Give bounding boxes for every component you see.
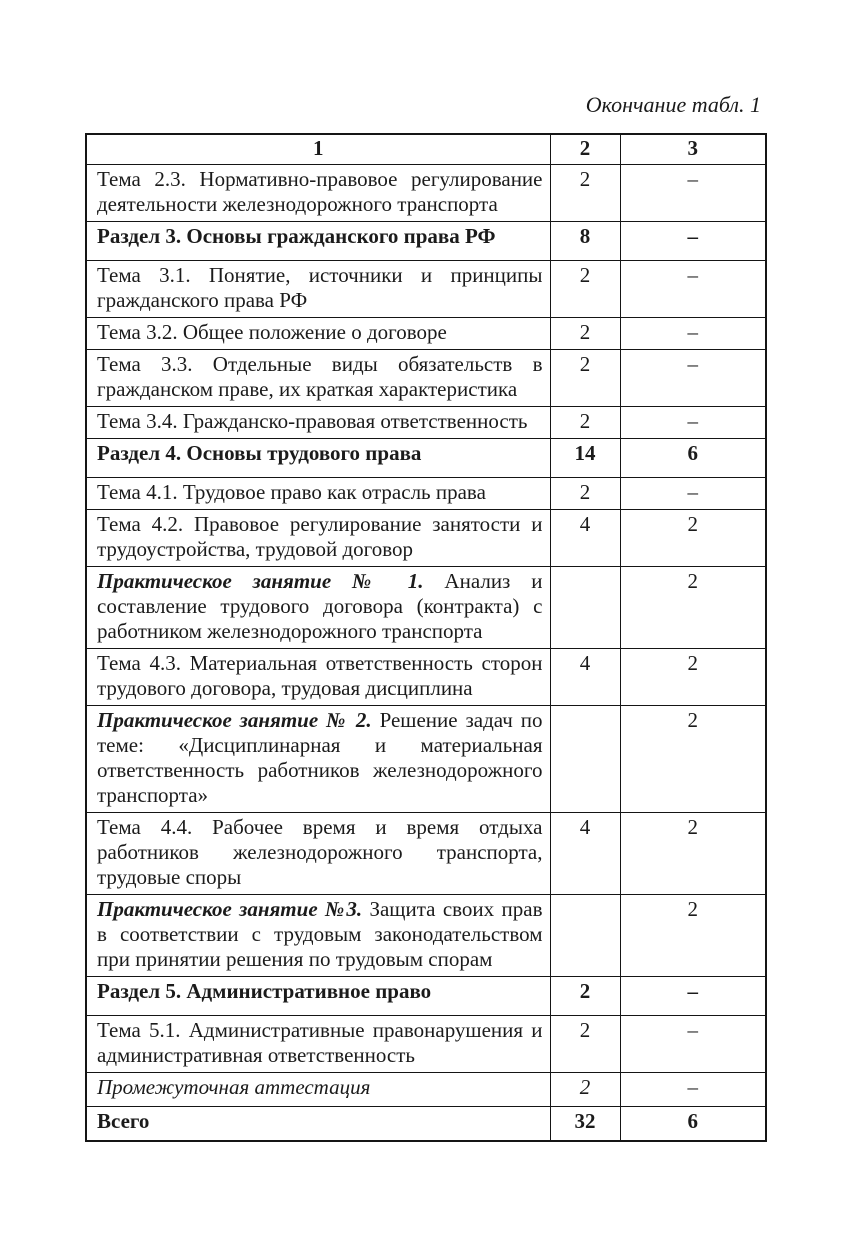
hours-cell: 2 [550, 261, 620, 318]
table-row [86, 813, 766, 895]
practice-hours-cell: 2 [620, 567, 766, 649]
table-row [86, 649, 766, 706]
practice-hours-cell: – [620, 222, 766, 261]
practice-lead-label: Практическое занятие № 1. [97, 569, 424, 593]
table-row [86, 478, 766, 510]
practice-hours-cell: 2 [620, 649, 766, 706]
hours-cell: 2 [550, 1016, 620, 1073]
practice-hours-cell: – [620, 977, 766, 1016]
table-row [86, 222, 766, 261]
topic-cell: Тема 4.1. Трудовое право как отрасль права [86, 478, 550, 510]
hours-cell: 2 [550, 350, 620, 407]
hours-cell: 4 [550, 510, 620, 567]
hours-cell: 14 [550, 439, 620, 478]
topic-cell: Раздел 5. Административное право [86, 977, 550, 1016]
column-header-practice: 3 [620, 134, 766, 165]
topic-cell: Раздел 4. Основы трудового права [86, 439, 550, 478]
table-row [86, 165, 766, 222]
practice-hours-cell: – [620, 407, 766, 439]
hours-cell: 32 [550, 1107, 620, 1142]
header-row [86, 134, 766, 165]
topic-cell: Тема 5.1. Административные правонарушения и административная ответственность [86, 1016, 550, 1073]
practice-hours-cell: 2 [620, 706, 766, 813]
practice-lead-label: Практическое занятие № 2. [97, 708, 372, 732]
practice-hours-cell: 2 [620, 813, 766, 895]
topic-cell: Практическое занятие № 1. Анализ и составление трудового договора (контракта) с работником железнодорожного транспорта [86, 567, 550, 649]
table-row [86, 1107, 766, 1142]
practice-hours-cell: – [620, 261, 766, 318]
table-row [86, 1016, 766, 1073]
table-row [86, 977, 766, 1016]
topic-cell: Практическое занятие № 2. Решение задач по теме: «Дисциплинарная и материальная ответственность работников железнодорожного транспорта» [86, 706, 550, 813]
curriculum-table [85, 133, 767, 1142]
hours-cell: 2 [550, 407, 620, 439]
column-header-hours: 2 [550, 134, 620, 165]
topic-cell: Тема 3.1. Понятие, источники и принципы гражданского права РФ [86, 261, 550, 318]
table-row [86, 895, 766, 977]
hours-cell [550, 895, 620, 977]
practice-hours-cell: – [620, 478, 766, 510]
topic-cell: Тема 3.2. Общее положение о договоре [86, 318, 550, 350]
practice-hours-cell: 2 [620, 510, 766, 567]
table-body [86, 165, 766, 1142]
column-header-topic: 1 [86, 134, 550, 165]
practice-lead-label: Практическое занятие №3. [97, 897, 363, 921]
hours-cell: 4 [550, 813, 620, 895]
hours-cell [550, 706, 620, 813]
hours-cell: 8 [550, 222, 620, 261]
table-row [86, 439, 766, 478]
table-row [86, 567, 766, 649]
hours-cell: 2 [550, 1073, 620, 1107]
table-row [86, 318, 766, 350]
table-row [86, 350, 766, 407]
topic-cell: Тема 3.3. Отдельные виды обязательств в гражданском праве, их краткая характеристика [86, 350, 550, 407]
table-continuation-caption: Окончание табл. 1 [585, 92, 761, 117]
practice-hours-cell: – [620, 1016, 766, 1073]
topic-cell: Промежуточная аттестация [86, 1073, 550, 1107]
topic-cell: Тема 4.2. Правовое регулирование занятости и трудоустройства, трудовой договор [86, 510, 550, 567]
practice-hours-cell: – [620, 1073, 766, 1107]
table-row [86, 510, 766, 567]
practice-hours-cell: – [620, 350, 766, 407]
hours-cell: 2 [550, 318, 620, 350]
practice-hours-cell: – [620, 318, 766, 350]
table-row [86, 261, 766, 318]
table-row [86, 706, 766, 813]
hours-cell: 2 [550, 977, 620, 1016]
practice-hours-cell: 6 [620, 439, 766, 478]
hours-cell: 4 [550, 649, 620, 706]
table-row [86, 407, 766, 439]
practice-hours-cell: 2 [620, 895, 766, 977]
hours-cell: 2 [550, 165, 620, 222]
practice-hours-cell: 6 [620, 1107, 766, 1142]
topic-cell: Тема 4.3. Материальная ответственность сторон трудового договора, трудовая дисциплина [86, 649, 550, 706]
practice-hours-cell: – [620, 165, 766, 222]
table-row [86, 1073, 766, 1107]
topic-cell: Тема 4.4. Рабочее время и время отдыха работников железнодорожного транспорта, трудовые споры [86, 813, 550, 895]
topic-cell: Всего [86, 1107, 550, 1142]
topic-cell: Тема 3.4. Гражданско-правовая ответственность [86, 407, 550, 439]
hours-cell: 2 [550, 478, 620, 510]
hours-cell [550, 567, 620, 649]
topic-cell: Раздел 3. Основы гражданского права РФ [86, 222, 550, 261]
topic-cell: Практическое занятие №3. Защита своих прав в соответствии с трудовым законодательством при принятии решения по трудовым спорам [86, 895, 550, 977]
topic-cell: Тема 2.3. Нормативно-правовое регулирование деятельности железнодорожного транспорта [86, 165, 550, 222]
